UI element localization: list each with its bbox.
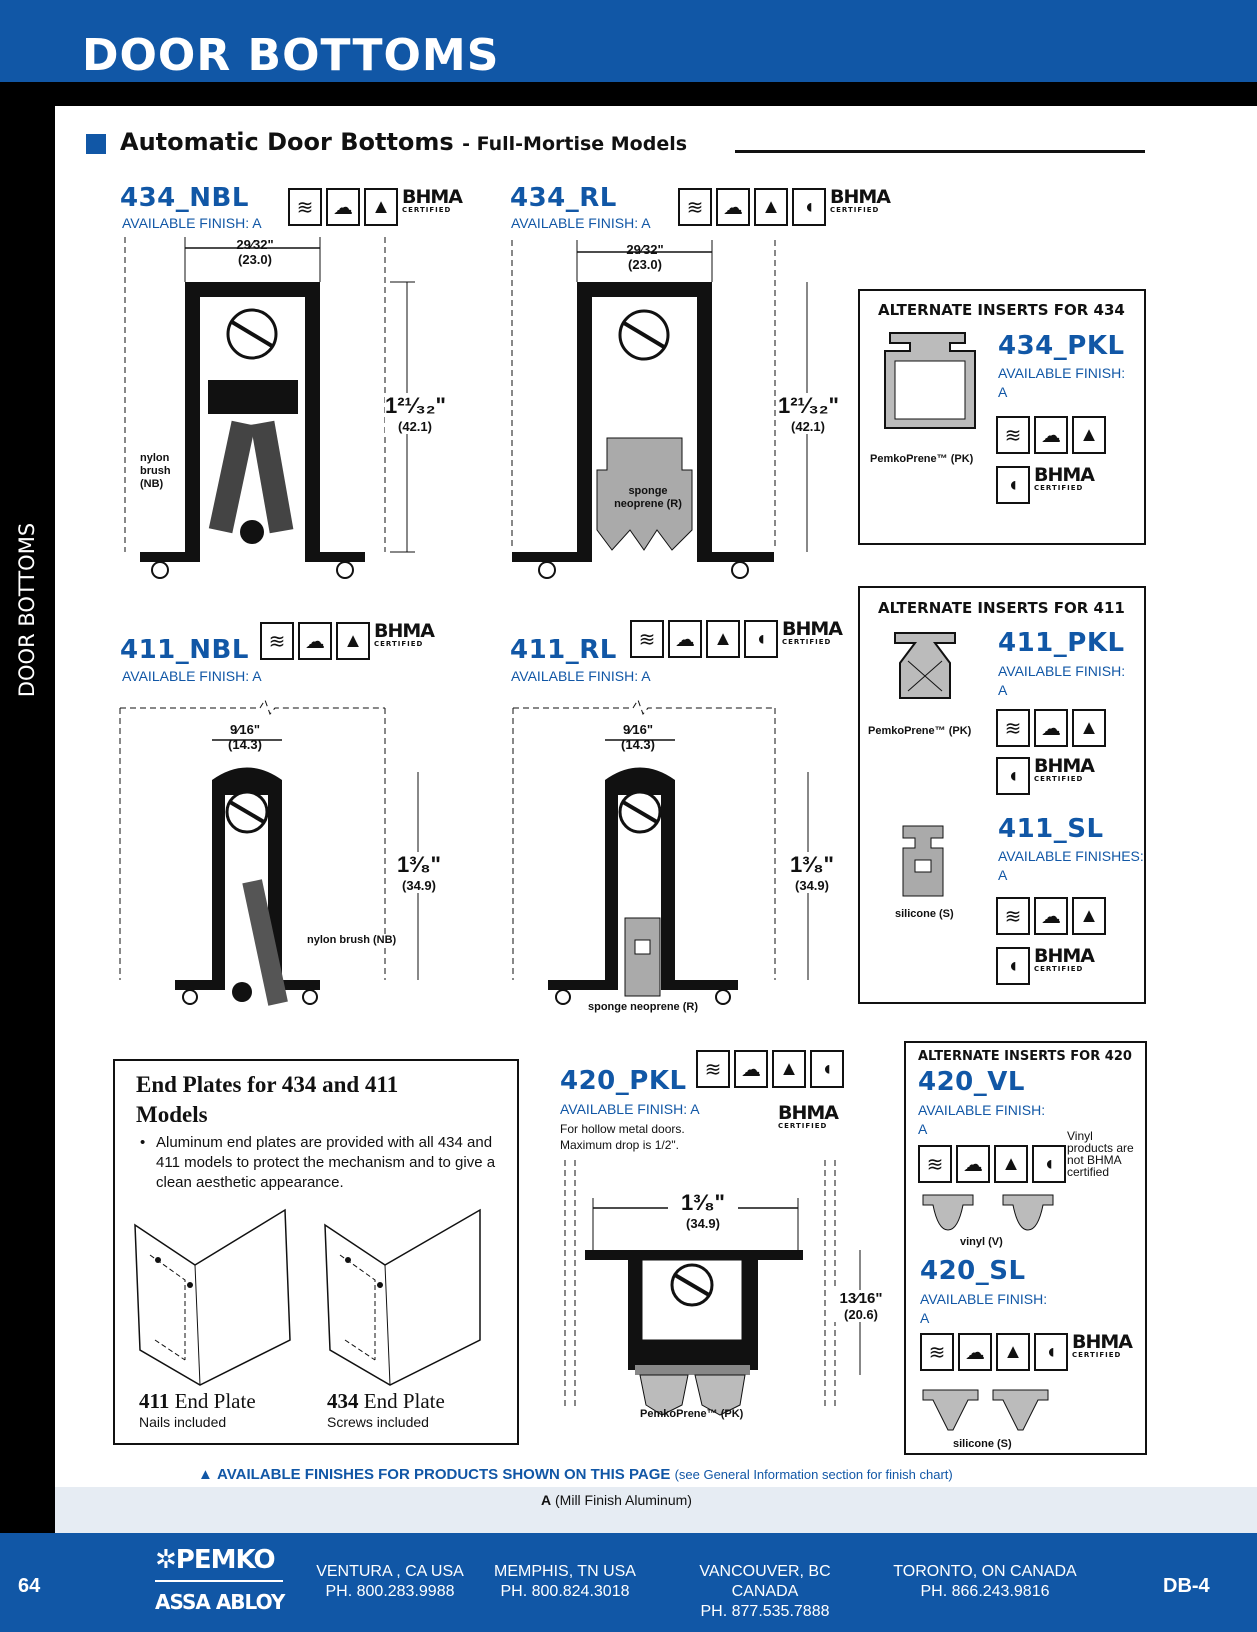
411-pkl-insert-diagram bbox=[890, 633, 960, 723]
finish-434-rl: AVAILABLE FINISH: A bbox=[511, 215, 651, 231]
cert-icons-434-nbl bbox=[288, 188, 462, 226]
width-411-rl: 9⁄16" (14.3) bbox=[621, 722, 655, 752]
model-434-nbl: 434_NBL bbox=[120, 183, 249, 213]
end-plate-434-drawing bbox=[320, 1210, 490, 1390]
alt-420-vl-insert-label: vinyl (V) bbox=[960, 1236, 1003, 1248]
height-434-nbl: 1²¹⁄₃₂" (42.1) bbox=[385, 393, 446, 434]
finish-420-pkl: AVAILABLE FINISH: A bbox=[560, 1101, 700, 1117]
plate-411-sub: Nails included bbox=[139, 1414, 227, 1430]
width-434-nbl: 29⁄32" (23.0) bbox=[236, 237, 274, 267]
location-memphis: MEMPHIS, TN USA PH. 800.824.3018 bbox=[494, 1563, 636, 1600]
smoke-icon: ☁ bbox=[958, 1333, 992, 1371]
model-411-nbl: 411_NBL bbox=[120, 635, 249, 665]
smoke-icon: ☁ bbox=[1034, 897, 1068, 935]
sidebar-label: DOOR BOTTOMS bbox=[15, 522, 39, 698]
heat-icon: ≋ bbox=[918, 1145, 952, 1183]
fire-icon: ▲ bbox=[996, 1333, 1030, 1371]
diagram-434-rl bbox=[512, 240, 812, 580]
bhma-logo-420-pkl: BHMA CERTIFIED bbox=[778, 1102, 838, 1130]
model-411-sl: 411_SL bbox=[998, 814, 1104, 844]
model-411-pkl: 411_PKL bbox=[998, 628, 1125, 658]
heat-icon: ≋ bbox=[920, 1333, 954, 1371]
bhma-logo: BHMA CERTIFIED bbox=[1072, 1331, 1132, 1359]
section-marker bbox=[86, 134, 106, 154]
page-title: DOOR BOTTOMS bbox=[82, 30, 500, 81]
heat-icon: ≋ bbox=[678, 188, 712, 226]
heat-icon: ≋ bbox=[696, 1050, 730, 1088]
end-plates-description: Aluminum end plates are provided with all 434 and 411 models to protect the mechanism and to give a clean aesthetic appearance. bbox=[156, 1134, 496, 1191]
finish-420-vl-label: AVAILABLE FINISH: bbox=[918, 1102, 1046, 1118]
sidebar-tab bbox=[0, 106, 55, 1533]
note-420-1: For hollow metal doors. bbox=[560, 1122, 685, 1136]
alt-411-sl-insert-label: silicone (S) bbox=[895, 908, 954, 920]
alt-411-title: ALTERNATE INSERTS FOR 411 bbox=[878, 599, 1125, 617]
finish-434-nbl: AVAILABLE FINISH: A bbox=[122, 215, 262, 231]
model-434-pkl: 434_PKL bbox=[998, 331, 1125, 361]
fire-icon: ▲ bbox=[754, 188, 788, 226]
silicone-420-insert-diagram bbox=[918, 1385, 1078, 1435]
cert-icons-411-pkl bbox=[996, 709, 1106, 747]
heat-icon: ≋ bbox=[288, 188, 322, 226]
assa-abloy-logo: ASSA ABLOY bbox=[155, 1590, 285, 1614]
cert-icons-411-rl bbox=[630, 620, 842, 658]
sound-icon: ◖ bbox=[792, 188, 826, 226]
smoke-icon: ☁ bbox=[734, 1050, 768, 1088]
sound-icon: ◖ bbox=[1032, 1145, 1066, 1183]
cert-sound-411-sl bbox=[996, 947, 1094, 985]
insert-label-411-rl: sponge neoprene (R) bbox=[588, 1001, 699, 1013]
cert-icons-411-nbl bbox=[260, 622, 434, 660]
plate-434-title: 434 End Plate bbox=[327, 1389, 445, 1413]
height-434-rl: 1²¹⁄₃₂" (42.1) bbox=[778, 393, 839, 434]
finish-434-pkl-label: AVAILABLE FINISH: bbox=[998, 365, 1126, 381]
sound-icon: ◖ bbox=[996, 466, 1030, 504]
alt-434-insert-label: PemkoPrene™ (PK) bbox=[870, 453, 974, 465]
smoke-icon: ☁ bbox=[326, 188, 360, 226]
vinyl-insert-diagram bbox=[918, 1190, 1058, 1235]
finish-411-sl-value: A bbox=[998, 867, 1008, 883]
end-plate-411-drawing bbox=[130, 1210, 300, 1390]
smoke-icon: ☁ bbox=[1034, 709, 1068, 747]
smoke-icon: ☁ bbox=[956, 1145, 990, 1183]
model-434-rl: 434_RL bbox=[510, 183, 617, 213]
bhma-logo: BHMA CERTIFIED bbox=[782, 618, 842, 646]
heat-icon: ≋ bbox=[996, 709, 1030, 747]
fire-icon: ▲ bbox=[994, 1145, 1028, 1183]
model-420-vl: 420_VL bbox=[918, 1067, 1025, 1097]
sound-icon: ◖ bbox=[1034, 1333, 1068, 1371]
cert-icons-420-sl bbox=[920, 1333, 1132, 1371]
sound-icon: ◖ bbox=[810, 1050, 844, 1088]
finish-411-nbl: AVAILABLE FINISH: A bbox=[122, 668, 262, 684]
location-vancouver: VANCOUVER, BC CANADA PH. 877.535.7888 bbox=[699, 1563, 831, 1620]
insert-label-411-nbl: nylon brush (NB) bbox=[307, 934, 397, 946]
fire-icon: ▲ bbox=[336, 622, 370, 660]
fire-icon: ▲ bbox=[1072, 897, 1106, 935]
bhma-logo: BHMA CERTIFIED bbox=[402, 186, 462, 214]
finish-411-rl: AVAILABLE FINISH: A bbox=[511, 668, 651, 684]
pkl-insert-diagram bbox=[880, 333, 980, 443]
width-434-rl: 29⁄32" (23.0) bbox=[626, 242, 664, 272]
page-number: 64 bbox=[18, 1575, 41, 1597]
heat-icon: ≋ bbox=[996, 897, 1030, 935]
header-black-bar bbox=[0, 82, 1257, 106]
cert-icons-411-sl bbox=[996, 897, 1106, 935]
end-plates-title: End Plates for 434 and 411 Models bbox=[136, 1072, 399, 1127]
width-411-nbl: 9⁄16" (14.3) bbox=[228, 722, 262, 752]
sound-icon: ◖ bbox=[996, 947, 1030, 985]
fire-icon: ▲ bbox=[706, 620, 740, 658]
alt-420-title: ALTERNATE INSERTS FOR 420 bbox=[918, 1049, 1132, 1064]
finish-411-pkl-label: AVAILABLE FINISH: bbox=[998, 663, 1126, 679]
cert-sound-434-pkl bbox=[996, 466, 1094, 504]
page-code: DB-4 bbox=[1163, 1575, 1210, 1597]
finish-code: A (Mill Finish Aluminum) bbox=[541, 1492, 692, 1508]
bhma-logo: BHMA CERTIFIED bbox=[830, 186, 890, 214]
note-420-2: Maximum drop is 1/2". bbox=[560, 1138, 679, 1152]
bullet-icon: • bbox=[140, 1134, 146, 1151]
finish-434-pkl-value: A bbox=[998, 384, 1008, 400]
fire-icon: ▲ bbox=[1072, 709, 1106, 747]
finish-411-sl-label: AVAILABLE FINISHES: bbox=[998, 848, 1144, 864]
insert-label-420-pkl: PemkoPrene™ (PK) bbox=[640, 1408, 744, 1420]
sound-icon: ◖ bbox=[744, 620, 778, 658]
cert-sound-411-pkl bbox=[996, 757, 1094, 795]
height-420-pkl: 13⁄16" (20.6) bbox=[833, 1290, 889, 1322]
pemko-logo: ✲PEMKO bbox=[155, 1545, 275, 1575]
finish-420-sl-value: A bbox=[920, 1310, 930, 1326]
cert-icons-434-rl bbox=[678, 188, 890, 226]
smoke-icon: ☁ bbox=[298, 622, 332, 660]
fire-icon: ▲ bbox=[1072, 416, 1106, 454]
location-ventura: VENTURA , CA USA PH. 800.283.9988 bbox=[316, 1563, 464, 1600]
model-411-rl: 411_RL bbox=[510, 635, 617, 665]
alt-420-sl-insert-label: silicone (S) bbox=[953, 1438, 1012, 1450]
triangle-icon: ▲ bbox=[198, 1466, 213, 1483]
alt-411-pkl-insert-label: PemkoPrene™ (PK) bbox=[868, 725, 972, 737]
plate-434-sub: Screws included bbox=[327, 1414, 429, 1430]
section-rule bbox=[735, 150, 1145, 153]
finishes-heading: ▲ AVAILABLE FINISHES FOR PRODUCTS SHOWN ON THIS PAGE (see General Information section for finish chart) bbox=[198, 1466, 953, 1483]
bhma-logo: BHMA CERTIFIED bbox=[1034, 755, 1094, 783]
location-toronto: TORONTO, ON CANADA PH. 866.243.9816 bbox=[893, 1563, 1077, 1600]
bhma-logo: BHMA CERTIFIED bbox=[1034, 464, 1094, 492]
alt-434-title: ALTERNATE INSERTS FOR 434 bbox=[878, 301, 1125, 319]
smoke-icon: ☁ bbox=[716, 188, 750, 226]
cert-icons-420-pkl bbox=[696, 1050, 844, 1088]
section-title: Automatic Door Bottoms - Full-Mortise Models bbox=[120, 128, 688, 156]
finish-420-vl-value: A bbox=[918, 1121, 928, 1137]
cert-icons-420-vl bbox=[918, 1145, 1066, 1183]
logo-divider bbox=[155, 1580, 283, 1582]
heat-icon: ≋ bbox=[260, 622, 294, 660]
height-411-nbl: 1³⁄₈" (34.9) bbox=[394, 852, 444, 893]
fire-icon: ▲ bbox=[364, 188, 398, 226]
cert-icons-434-pkl bbox=[996, 416, 1106, 454]
heat-icon: ≋ bbox=[996, 416, 1030, 454]
diagram-434-nbl bbox=[120, 232, 420, 592]
insert-label-434-rl: sponge neoprene (R) bbox=[614, 485, 682, 510]
sound-icon: ◖ bbox=[996, 757, 1030, 795]
finish-411-pkl-value: A bbox=[998, 682, 1008, 698]
height-411-rl: 1³⁄₈" (34.9) bbox=[787, 852, 837, 893]
finish-420-sl-label: AVAILABLE FINISH: bbox=[920, 1291, 1048, 1307]
heat-icon: ≋ bbox=[630, 620, 664, 658]
plate-411-title: 411 End Plate bbox=[139, 1389, 256, 1413]
bhma-logo: BHMA CERTIFIED bbox=[374, 620, 434, 648]
model-420-pkl: 420_PKL bbox=[560, 1066, 687, 1096]
smoke-icon: ☁ bbox=[1034, 416, 1068, 454]
bhma-logo: BHMA CERTIFIED bbox=[1034, 945, 1094, 973]
pemko-star-icon: ✲ bbox=[155, 1545, 176, 1575]
model-420-sl: 420_SL bbox=[920, 1256, 1026, 1286]
fire-icon: ▲ bbox=[772, 1050, 806, 1088]
411-sl-insert-diagram bbox=[898, 826, 948, 906]
width-420-pkl: 1³⁄₈" (34.9) bbox=[668, 1190, 738, 1231]
vinyl-not-certified-note: Vinyl products are not BHMA certified bbox=[1067, 1129, 1134, 1179]
smoke-icon: ☁ bbox=[668, 620, 702, 658]
insert-label-434-nbl: nylon brush (NB) bbox=[140, 452, 171, 490]
